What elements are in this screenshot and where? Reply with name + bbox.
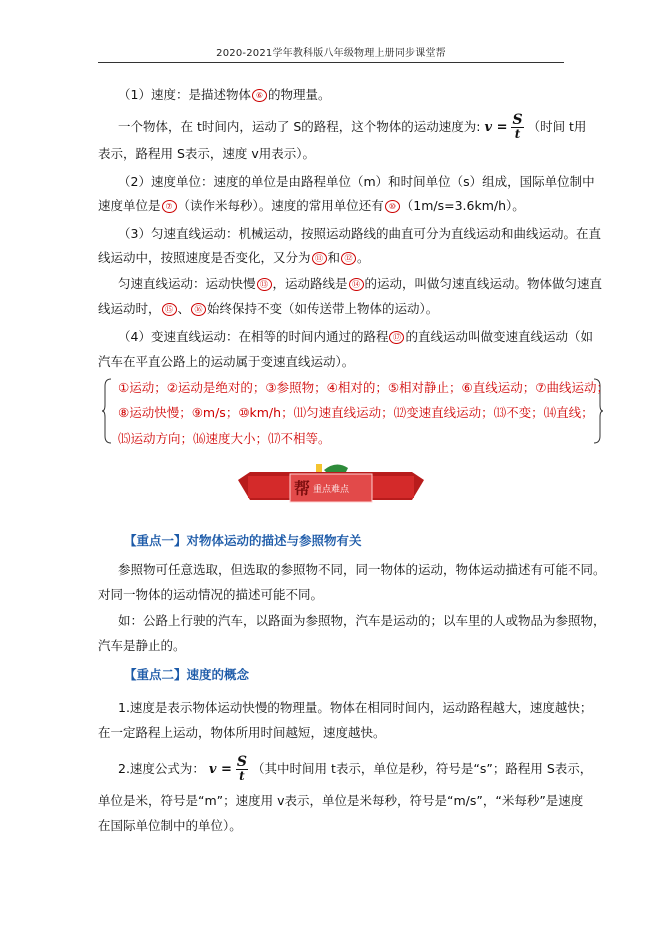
text: （读作米每秒）。速度的常用单位还有 bbox=[177, 198, 384, 213]
text: （时间 t用 bbox=[527, 119, 587, 134]
speed-definition bbox=[118, 86, 330, 104]
section-heading-1: 【重点一】对物体运动的描述与参照物有关 bbox=[124, 533, 362, 548]
text: 线运动时， bbox=[98, 301, 161, 316]
text-line: 如：公路上行驶的汽车，以路面为参照物，汽车是运动的；以车里的人或物品为参照物， bbox=[118, 613, 606, 628]
text-line: 参照物可任意选取，但选取的参照物不同，同一物体的运动，物体运动描述有可能不同。 bbox=[118, 562, 606, 577]
denominator: t bbox=[239, 769, 245, 783]
text: （4）变速直线运动：在相等的时间内通过的路程 bbox=[118, 329, 389, 344]
section-heading-2: 【重点二】速度的概念 bbox=[124, 667, 250, 682]
blank-marker: ⑬ bbox=[257, 278, 272, 291]
blank-marker: ⑪ bbox=[312, 252, 327, 265]
header-rule bbox=[98, 62, 564, 63]
blank-marker: ⑥ bbox=[252, 89, 267, 102]
text: 的直线运动叫做变速直线运动（如 bbox=[405, 329, 593, 344]
speed-formula-line-2 bbox=[118, 756, 592, 783]
text-line: 汽车是静止的。 bbox=[98, 638, 186, 653]
blank-marker: ⑭ bbox=[349, 278, 364, 291]
text: 速度单位是 bbox=[98, 198, 161, 213]
text: （1m/s=3.6km/h）。 bbox=[400, 198, 525, 213]
denominator: t bbox=[514, 127, 521, 141]
motion-types-line bbox=[98, 249, 370, 267]
text: 始终保持不变（如传送带上物体的运动）。 bbox=[207, 301, 439, 316]
answer-line-2: ⑧运动快慢；⑨m/s；⑩km/h；⑾匀速直线运动；⑿变速直线运动；⒀不变；⒁直线； bbox=[118, 405, 594, 420]
text-line: （3）匀速直线运动：机械运动，按照运动路线的曲直可分为直线运动和曲线运动。在直 bbox=[118, 226, 601, 241]
text: 的运动，叫做匀速直线运动。物体做匀速直 bbox=[364, 276, 603, 291]
text-line: 单位是米，符号是“m”；速度用 v表示，单位是米每秒，符号是“m/s”，“米每秒”是速度 bbox=[98, 793, 584, 808]
speed-unit-line bbox=[98, 197, 525, 215]
text-line: 在一定路程上运动，物体所用时间越短，速度越快。 bbox=[98, 725, 386, 740]
uniform-motion-line bbox=[118, 275, 602, 293]
blank-marker: ⑩ bbox=[385, 200, 400, 213]
variable-motion-line bbox=[118, 328, 593, 346]
page-header: 2020-2021学年教科版八年级物理上册同步课堂帮 bbox=[216, 48, 446, 59]
text: 、 bbox=[177, 301, 191, 316]
answer-line-1: ①运动；②运动是绝对的；③参照物；④相对的；⑤相对静止；⑥直线运动；⑦曲线运动； bbox=[118, 380, 609, 395]
numerator: S bbox=[236, 754, 248, 770]
speed-formula-line bbox=[118, 114, 586, 141]
text: 和 bbox=[327, 250, 341, 265]
blank-marker: ⑫ bbox=[341, 252, 356, 265]
text: 的物理量。 bbox=[267, 87, 331, 102]
text: 线运动中，按照速度是否变化，又分为 bbox=[98, 250, 311, 265]
text-line: （2）速度单位：速度的单位是由路程单位（m）和时间单位（s）组成，国际单位制中 bbox=[118, 174, 595, 189]
answer-line-3: ⒂运动方向；⒃速度大小；⒄不相等。 bbox=[118, 431, 331, 446]
formula-fraction bbox=[236, 756, 248, 783]
formula-v: v = bbox=[208, 762, 232, 777]
text: ，运动路线是 bbox=[272, 276, 348, 291]
text-line: 1.速度是表示物体运动快慢的物理量。物体在相同时间内，运动路程越大，速度越快； bbox=[118, 700, 593, 715]
text-line: 在国际单位制中的单位）。 bbox=[98, 818, 242, 833]
text-line: 汽车在平直公路上的运动属于变速直线运动）。 bbox=[98, 354, 355, 369]
text: （其中时间用 t表示，单位是秒，符号是“s”；路程用 S表示， bbox=[252, 761, 593, 776]
text: 。 bbox=[357, 250, 370, 265]
section-banner bbox=[238, 462, 424, 504]
formula-v: v = bbox=[484, 120, 508, 135]
blank-marker: ⑮ bbox=[162, 303, 177, 316]
uniform-motion-line-2 bbox=[98, 300, 438, 318]
formula-fraction bbox=[511, 114, 523, 141]
blank-marker: ⑰ bbox=[389, 331, 404, 344]
banner-char: 帮 bbox=[294, 479, 311, 498]
text: 2.速度公式为： bbox=[118, 761, 205, 776]
left-brace-icon bbox=[101, 378, 113, 444]
banner-label: 重点难点 bbox=[313, 485, 350, 495]
text-line: 表示，路程用 S表示，速度 v用表示）。 bbox=[98, 146, 316, 161]
blank-marker: ⑦ bbox=[162, 200, 177, 213]
numerator: S bbox=[512, 112, 523, 128]
text: 一个物体，在 t时间内，运动了 S的路程，这个物体的运动速度为: bbox=[118, 119, 481, 134]
text-line: 对同一物体的运动情况的描述可能不同。 bbox=[98, 587, 324, 602]
text: 匀速直线运动：运动快慢 bbox=[118, 276, 256, 291]
blank-marker: ⑯ bbox=[191, 303, 206, 316]
text: （1）速度：是描述物体 bbox=[118, 87, 251, 102]
